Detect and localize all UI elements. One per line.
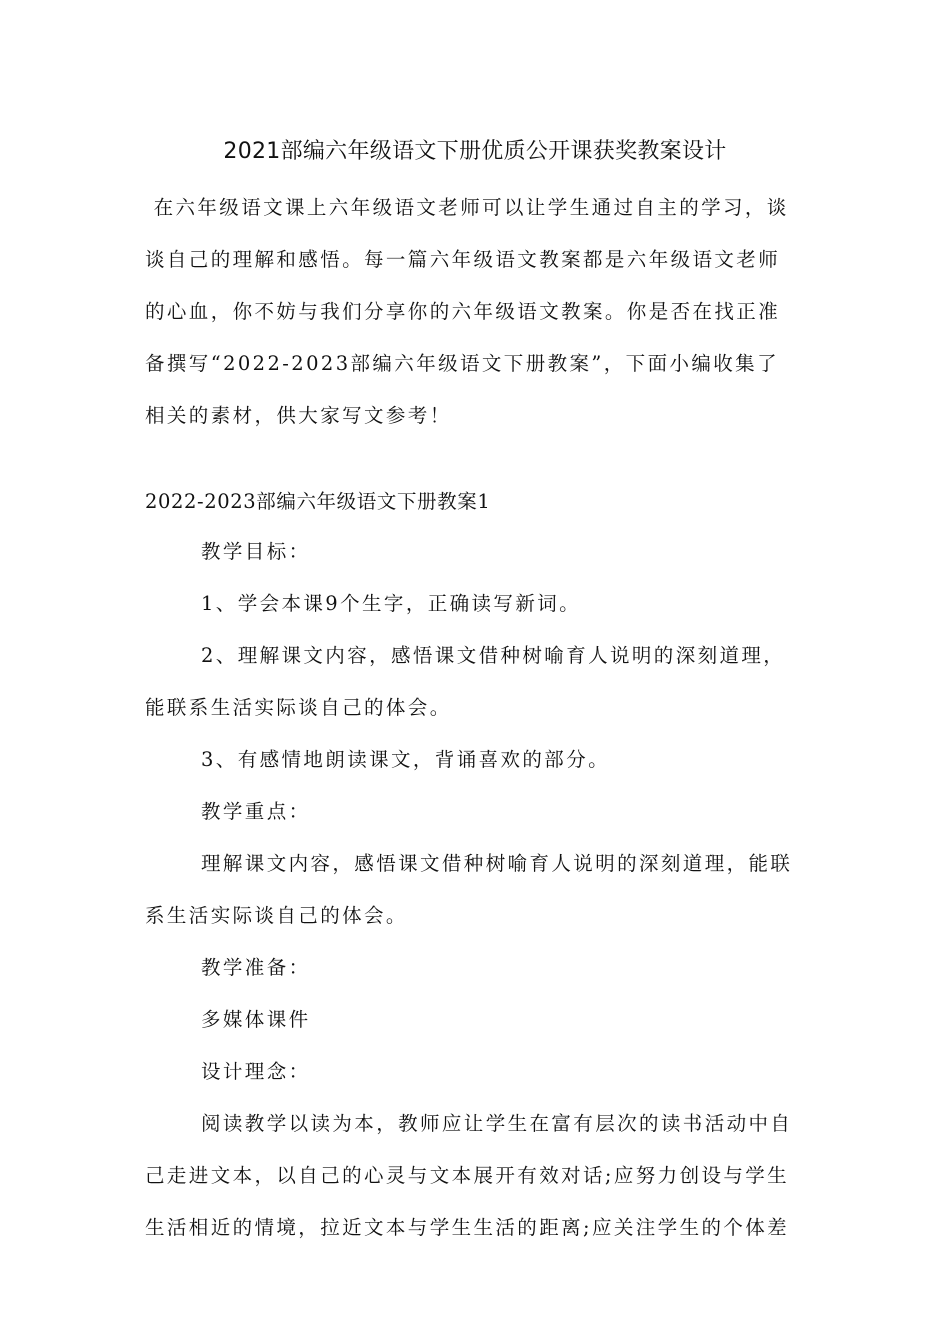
section-heading: 2022-2023部编六年级语文下册教案1 [145,490,491,513]
key-points-text-continued: 系生活实际谈自己的体会。 [145,904,408,927]
intro-line: 的心血，你不妨与我们分享你的六年级语文教案。你是否在找正准 [145,300,781,323]
concept-text-continued: 生活相近的情境，拉近文本与学生生活的距离;应关注学生的个体差 [145,1216,790,1239]
objective-item: 2、理解课文内容，感悟课文借种树喻育人说明的深刻道理， [201,644,786,667]
key-points-label: 教学重点： [201,800,311,823]
document-title: 2021部编六年级语文下册优质公开课获奖教案设计 [223,139,727,164]
objective-item-continued: 能联系生活实际谈自己的体会。 [145,696,452,719]
intro-line: 谈自己的理解和感悟。每一篇六年级语文教案都是六年级语文老师 [145,248,781,271]
key-points-text: 理解课文内容，感悟课文借种树喻育人说明的深刻道理，能联 [201,852,793,875]
objective-item: 1、学会本课9个生字，正确读写新词。 [201,592,582,615]
preparation-label: 教学准备： [201,956,311,979]
concept-text: 阅读教学以读为本，教师应让学生在富有层次的读书活动中自 [201,1112,793,1135]
preparation-value: 多媒体课件 [201,1008,311,1031]
lesson-body [145,526,815,1254]
objective-item: 3、有感情地朗读课文，背诵喜欢的部分。 [201,748,611,771]
objectives-label: 教学目标： [201,540,311,563]
concept-text-continued: 己走进文本，以自己的心灵与文本展开有效对话;应努力创设与学生 [145,1164,790,1187]
intro-line: 相关的素材，供大家写文参考！ [145,404,452,427]
intro-line: 在六年级语文课上六年级语文老师可以让学生通过自主的学习，谈 [145,196,789,219]
intro-paragraph [145,182,815,442]
concept-label: 设计理念： [201,1060,311,1083]
intro-line: 备撰写“2022-2023部编六年级语文下册教案”，下面小编收集了 [145,352,779,375]
